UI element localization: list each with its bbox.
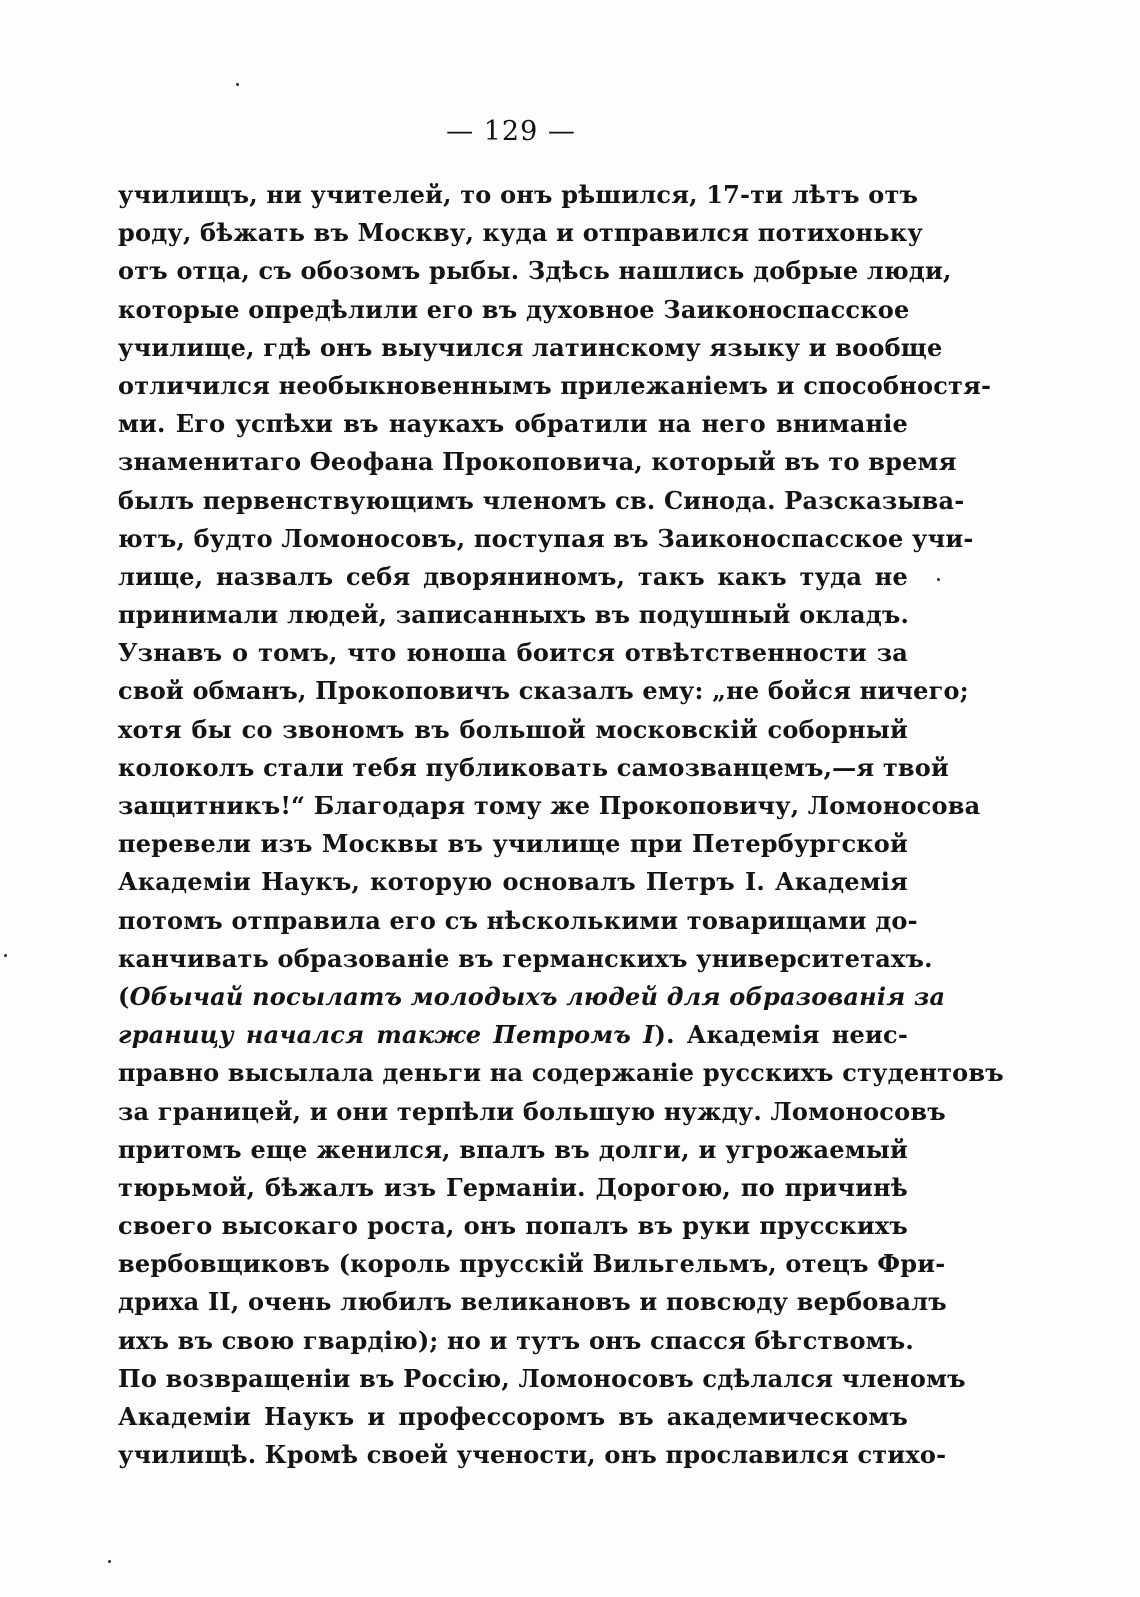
scan-speck [108,1560,111,1563]
text-line: Узнавъ о томъ, что юноша боится отвѣтственности за [118,638,908,668]
text-line: которые опредѣлили его въ духовное Заиконоспасское [118,294,910,324]
text-line: канчивать образованіе въ германскихъ университетахъ. [118,943,933,973]
text-line: отъ отца, съ обозомъ рыбы. Здѣсь нашлись добрые люди, [118,256,952,286]
text-line: защитникъ!“ Благодаря тому же Прокоповичу, Ломоносова [118,791,981,820]
text-line: роду, бѣжать въ Москву, куда и отправился потихоньку [118,218,923,248]
text-line: тюрьмой, бѣжалъ изъ Германіи. Дорогою, по причинѣ [118,1172,908,1202]
text-line: дриха II, очень любилъ великановъ и повсюду вербовалъ [118,1287,947,1317]
text-segment: ( [118,981,130,1011]
text-line: колоколъ стали тебя публиковать самозванцемъ,—я твой [118,752,949,782]
text-line: потомъ отправила его съ нѣсколькими товарищами до- [118,905,918,935]
text-line: правно высылала деньги на содержаніе русскихъ студентовъ [118,1058,1004,1088]
text-line: ютъ, будто Ломоносовъ, поступая въ Заиконоспасское учи- [118,523,974,553]
italic-segment: границу начался также Петромъ I [118,1020,655,1050]
text-line: принимали людей, записанныхъ въ подушный окладъ. [118,600,910,630]
text-line: училищѣ. Кромѣ своей учености, онъ прославился стихо- [118,1440,947,1470]
text-line: училищъ, ни учителей, то онъ рѣшился, 17-ти лѣтъ отъ [118,180,919,209]
text-line: хотя бы со звономъ въ большой московскій соборный [118,714,908,744]
text-line-italic-start [118,978,946,1016]
text-line: вербовщиковъ (король прусскій Вильгельмъ, отецъ Фри- [118,1249,946,1279]
text-line: училище, гдѣ онъ выучился латинскому языку и вообще [118,332,943,362]
text-line: своего высокаго роста, онъ попалъ въ руки прусскихъ [118,1211,908,1241]
italic-segment: Обычай посылатъ молодыхъ людей для образованія за [129,981,946,1011]
text-line: притомъ еще женился, впалъ въ долги, и угрожаемый [118,1134,908,1164]
scan-speck [937,578,940,581]
text-segment: ). Академія неис- [654,1020,908,1050]
text-line: Академіи Наукъ, которую основалъ Петръ I. Академія [118,867,908,897]
text-line: свой обманъ, Прокоповичъ сказалъ ему: „не бойся ничего; [118,676,969,706]
text-line: отличился необыкновеннымъ прилежаніемъ и способностя- [118,370,992,400]
scan-speck [236,83,239,86]
text-line: ми. Его успѣхи въ наукахъ обратили на него вниманіе [118,409,908,439]
text-line: былъ первенствующимъ членомъ св. Синода. Разсказыва- [118,485,965,515]
text-line: По возвращеніи въ Россію, Ломоносовъ сдѣлался членомъ [118,1363,966,1393]
text-line: лище, назвалъ себя дворяниномъ, такъ какъ туда не [118,561,908,591]
scan-speck [4,954,7,957]
text-line: за границей, и они терпѣли большую нужду. Ломоносовъ [118,1096,946,1126]
text-line-italic-end [118,1016,908,1054]
text-line: Академіи Наукъ и профессоромъ въ академическомъ [118,1402,908,1431]
text-line: знаменитаго Ѳеофана Прокоповича, который въ то время [118,447,957,477]
body-text [118,176,1004,1474]
page-number: — 129 — [446,116,576,147]
text-line: перевели изъ Москвы въ училище при Петербургской [118,829,908,859]
text-line: ихъ въ свою гвардію); но и тутъ онъ спасся бѣгствомъ. [118,1325,914,1355]
